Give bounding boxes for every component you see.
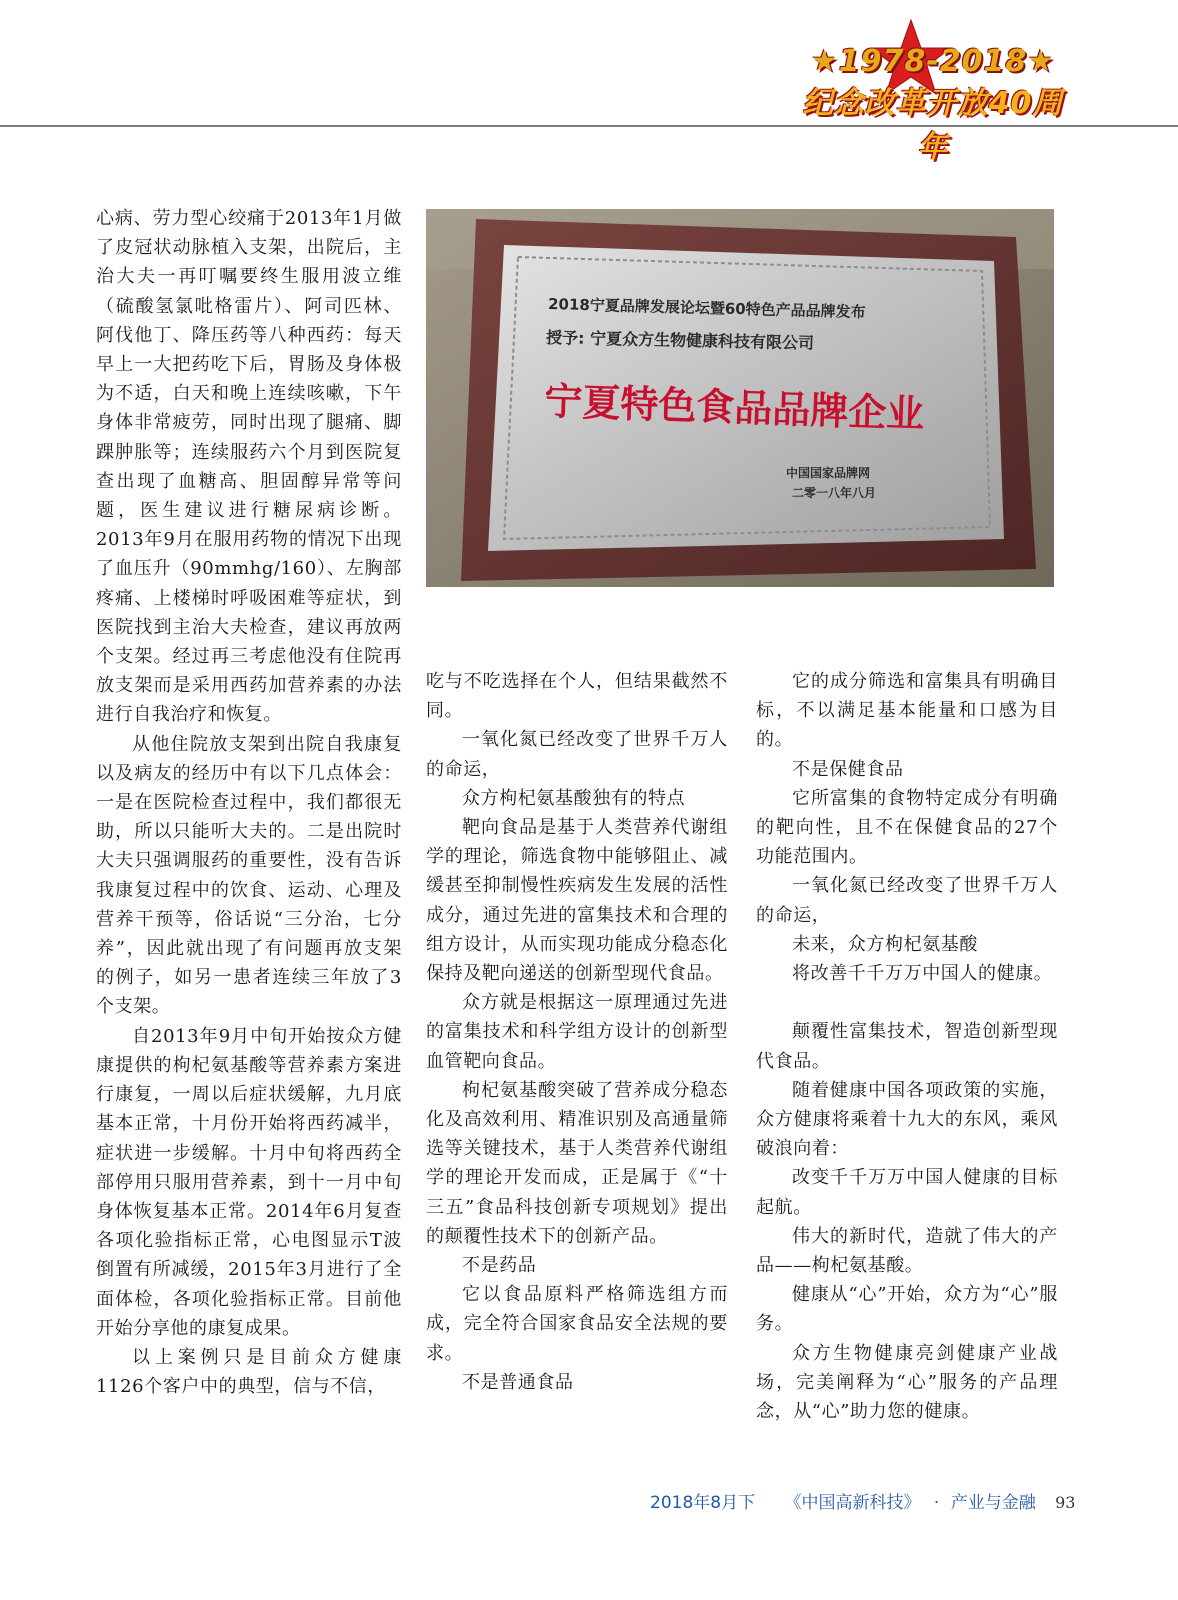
paragraph: 伟大的新时代，造就了伟大的产品——枸杞氨基酸。 [756,1225,1058,1277]
badge-years: ★1978-2018★ [810,44,1056,79]
footer-journal: 《中国高新科技》 [784,1493,921,1513]
page-footer [650,1488,1080,1518]
subheading: 不是药品 [462,1255,537,1277]
footer-date: 2018年8月下 [650,1493,756,1513]
paragraph: 一氧化氮已经改变了世界千万人的命运， [756,875,1058,926]
paragraph: 它以食品原料严格筛选组方而成，完全符合国家食品安全法规的要求。 [426,1284,728,1364]
paragraph: 吃与不吃选择在个人，但结果截然不同。 [426,671,728,722]
paragraph: 颠覆性富集技术，智造创新型现代食品。 [756,1021,1058,1072]
article-column-left [96,204,402,1401]
paragraph: 心病、劳力型心绞痛于2013年1月做了皮冠状动脉植入支架，出院后，主治大夫一再叮嘱要终生服用波立维（硫酸氢氯吡格雷片）、阿司匹林、阿伐他丁、降压药等八种西药：每天早上一大把药吃下后，胃肠及身体极为不适，白天和晚上连续咳嗽，下午身体非常疲劳，同时出现了腿痛、脚踝肿胀等；连续服药六个月到医院复查出现了血糖高、胆固醇异常等问题，医生建议进行糖尿病诊断。2013年9月在服用药物的情况下出现了血压升（90mmhg/160）、左胸部疼痛、上楼梯时呼吸困难等症状，到医院找到主治大夫检查，建议再放两个支架。经过再三考虑他没有住院再放支架而是采用西药加营养素的办法进行自我治疗和恢复。 [96,208,402,726]
footer-section: 产业与金融 [950,1493,1036,1513]
plaque-date: 二零一八年八月 [792,486,877,500]
paragraph: 以上案例只是目前众方健康1126个客户中的典型，信与不信， [96,1346,402,1398]
paragraph: 众方生物健康亮剑健康产业战场，完美阐释为“心”服务的产品理念，从“心”助力您的健康。 [756,1342,1058,1423]
paragraph: 将改善千千万万中国人的健康。 [792,963,1053,985]
plaque-recipient: 授予: 宁夏众方生物健康科技有限公司 [545,328,815,353]
paragraph: 未来，众方枸杞氨基酸 [792,933,978,955]
plaque-award: 宁夏特色食品品牌企业 [543,379,926,437]
paragraph: 它的成分筛选和富集具有明确目标，不以满足基本能量和口感为目的。 [756,671,1058,751]
plaque-issuer: 中国国家品牌网 [786,466,871,480]
paragraph: 改变千千万万中国人健康的目标起航。 [756,1167,1058,1218]
paragraph: 枸杞氨基酸突破了营养成分稳态化及高效利用、精准识别及高通量筛选等关键技术，基于人类营养代谢组学的理论开发而成，正是属于《“十三五”食品科技创新专项规划》提出的颠覆性技术下的创新产品。 [426,1079,728,1247]
article-column-right [756,667,1058,1426]
paragraph: 靶向食品是基于人类营养代谢组学的理论，筛选食物中能够阻止、减缓甚至抑制慢性疾病发生发展的活性成分，通过先进的富集技术和合理的组方设计，从而实现功能成分稳态化保持及靶向递送的创新型现代食品。 [426,817,728,985]
badge-motto: 纪念改革开放40周年 [802,86,1064,165]
paragraph: 随着健康中国各项政策的实施，众方健康将乘着十九大的东风，乘风破浪向着： [756,1079,1058,1160]
article-column-middle [426,667,728,1397]
subheading: 不是普通食品 [462,1371,574,1393]
anniversary-badge [788,16,1078,165]
subheading: 众方枸杞氨基酸独有的特点 [462,787,686,809]
award-plaque-photo [426,209,1054,587]
footer-separator: · [933,1493,940,1513]
paragraph: 自2013年9月中旬开始按众方健康提供的枸杞氨基酸等营养素方案进行康复，一周以后症状缓解，九月底基本正常，十月份开始将西药减半，症状进一步缓解。十月中旬将西药全部停用只服用营养素，到十一月中旬身体恢复基本正常。2014年6月复查各项化验指标正常，心电图显示T波倒置有所减缓，2015年3月进行了全面体检，各项化验指标正常。目前他开始分享他的康复成果。 [96,1025,402,1339]
blank-line [756,988,1058,1017]
plaque-title: 2018宁夏品牌发展论坛暨60特色产品品牌发布 [547,295,866,322]
paragraph: 健康从“心”开始，众方为“心”服务。 [756,1284,1058,1335]
subheading: 不是保健食品 [792,758,904,780]
award-plaque-icon [426,209,1054,587]
page-number: 93 [1055,1493,1076,1512]
paragraph: 从他住院放支架到出院自我康复以及病友的经历中有以下几点体会：一是在医院检查过程中，我们都很无助，所以只能听大夫的。二是出院时大夫只强调服药的重要性，没有告诉我康复过程中的饮食、运动、心理及营养干预等，俗话说“三分治，七分养”，因此就出现了有问题再放支架的例子，如另一患者连续三年放了3个支架。 [96,733,402,1018]
paragraph: 众方就是根据这一原理通过先进的富集技术和科学组方设计的创新型血管靶向食品。 [426,992,728,1072]
paragraph: 一氧化氮已经改变了世界千万人的命运， [426,729,728,780]
paragraph: 它所富集的食物特定成分有明确的靶向性，且不在保健食品的27个功能范围内。 [756,787,1058,868]
